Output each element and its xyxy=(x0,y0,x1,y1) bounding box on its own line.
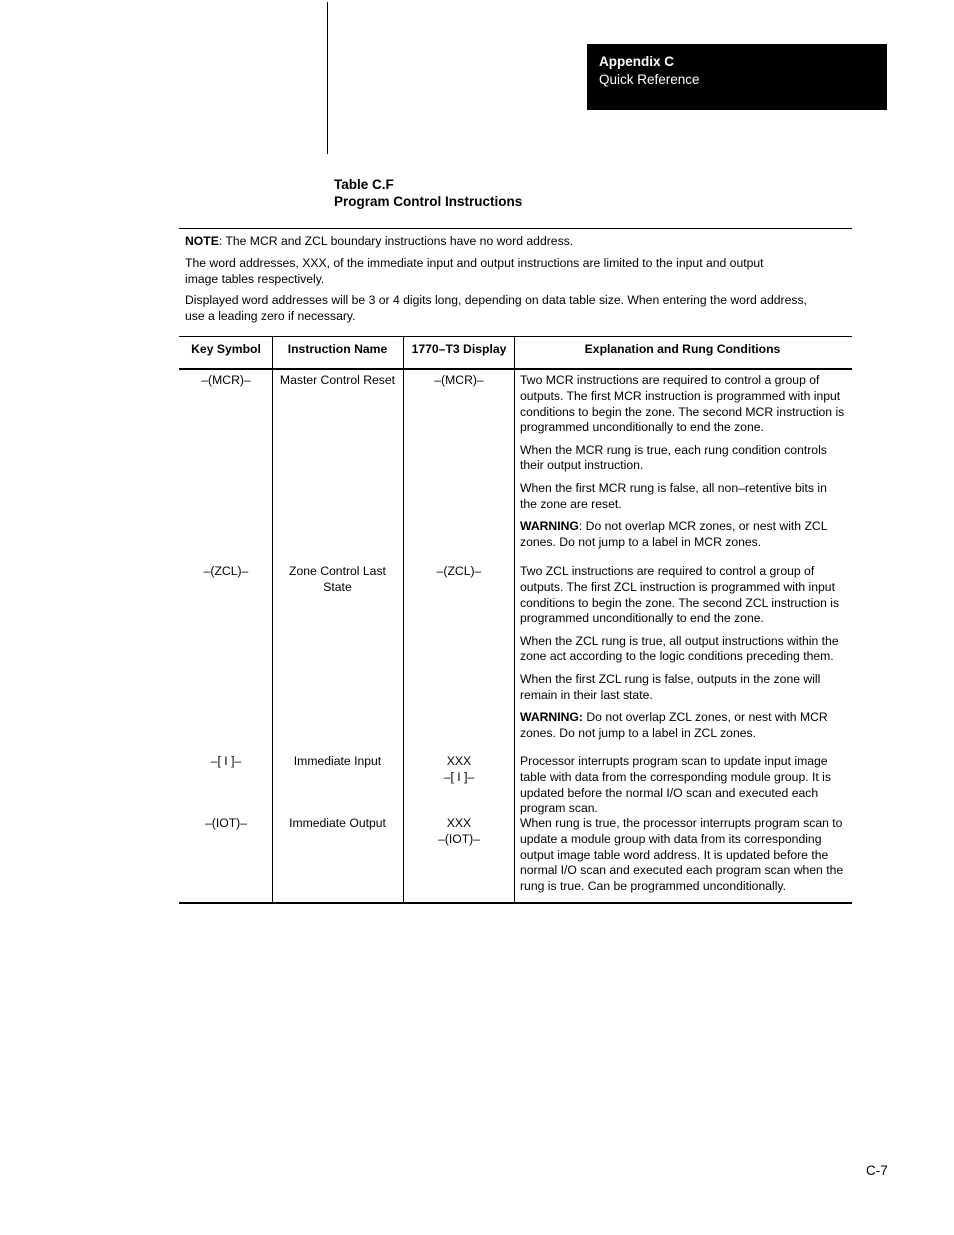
header-explanation: Explanation and Rung Conditions xyxy=(584,342,781,356)
row-immediate-input-name: Immediate Input xyxy=(293,754,382,768)
header-bottom-rule xyxy=(179,368,852,370)
explanation-paragraph: When the ZCL rung is true, all output instructions within the zone act according to the logic conditions preceding them. xyxy=(520,633,839,664)
header-key-symbol: Key Symbol xyxy=(191,342,261,356)
explanation-paragraph: When rung is true, the processor interrupts program scan to update a module group with data from its corresponding output image table word address. It is updated before the normal I/O scan and executed each program scan when the rung is true. Can be programmed unconditionally. xyxy=(520,816,844,894)
explanation-paragraph: When the MCR rung is true, each rung condition controls their output instruction. xyxy=(520,442,827,473)
warning-text: Do not overlap ZCL zones, or nest with MCR zones. Do not jump to a label in ZCL zones. xyxy=(520,709,828,740)
note-paragraph xyxy=(185,234,825,250)
warning-text: : Do not overlap MCR zones, or nest with ZCL zones. Do not jump to a label in MCR zones. xyxy=(520,518,828,549)
row-mcr-display: –(MCR)– xyxy=(434,373,484,387)
warning-paragraph xyxy=(520,519,845,551)
table-caption xyxy=(334,176,522,210)
warning-label: WARNING xyxy=(520,518,579,533)
row-immediate-input-key: –[ I ]– xyxy=(210,754,242,768)
table-bottom-rule xyxy=(179,902,852,904)
row-mcr-explanation xyxy=(520,373,845,557)
appendix-section: Quick Reference xyxy=(599,72,700,87)
header-display: 1770–T3 Display xyxy=(411,342,507,356)
explanation-paragraph: Two ZCL instructions are required to control a group of outputs. The first ZCL instruction is programmed with input conditions to begin the zone. The second ZCL instruction is programmed unconditionally to end the zone. xyxy=(520,564,840,626)
row-immediate-input-explanation xyxy=(520,754,845,824)
row-zcl-name: Zone Control Last State xyxy=(289,564,386,594)
column-divider xyxy=(514,337,515,903)
column-divider xyxy=(403,337,404,903)
row-zcl-explanation xyxy=(520,564,845,748)
appendix-title: Appendix C xyxy=(599,54,675,69)
display-address: XXX xyxy=(446,816,472,830)
word-address-note: The word addresses, XXX, of the immediate input and output instructions are limited to the input and output image tables respectively. xyxy=(185,255,764,286)
row-immediate-output-name: Immediate Output xyxy=(289,816,386,830)
row-immediate-input-display xyxy=(405,754,513,786)
table-notes xyxy=(185,234,825,331)
row-mcr-key: –(MCR)– xyxy=(201,373,251,387)
leading-zero-note: Displayed word addresses will be 3 or 4 digits long, depending on data table size. When entering the word address, use a leading zero if necessary. xyxy=(185,293,807,324)
explanation-paragraph: Processor interrupts program scan to update input image table with data from the corresponding module group. It is updated before the normal I/O scan and executed each program scan. xyxy=(520,754,831,816)
row-immediate-output-display xyxy=(405,816,513,848)
display-symbol: –(IOT)– xyxy=(438,831,480,846)
header-top-rule xyxy=(179,336,852,337)
warning-paragraph xyxy=(520,710,845,742)
warning-label: WARNING: xyxy=(520,709,583,724)
explanation-paragraph: Two MCR instructions are required to control a group of outputs. The first MCR instruction is programmed with input conditions to begin the zone. The second MCR instruction is programmed unconditionally to end the zone. xyxy=(520,373,845,435)
row-immediate-output-key: –(IOT)– xyxy=(205,816,247,830)
row-zcl-key: –(ZCL)– xyxy=(203,564,249,578)
table-id: Table C.F xyxy=(334,177,394,192)
margin-vertical-rule xyxy=(327,2,328,154)
display-symbol: –[ I ]– xyxy=(443,769,475,784)
explanation-paragraph: When the first MCR rung is false, all non–retentive bits in the zone are reset. xyxy=(520,480,827,511)
page-number: C-7 xyxy=(866,1163,888,1178)
row-mcr-name: Master Control Reset xyxy=(279,373,396,387)
display-address: XXX xyxy=(446,754,472,768)
note-label: NOTE xyxy=(185,234,219,248)
row-zcl-display: –(ZCL)– xyxy=(436,564,482,578)
appendix-header-box xyxy=(587,44,887,110)
top-rule xyxy=(179,228,852,229)
row-immediate-output-explanation xyxy=(520,816,845,901)
note-text: : The MCR and ZCL boundary instructions have no word address. xyxy=(218,234,574,248)
header-instruction-name: Instruction Name xyxy=(287,342,388,356)
table-title: Program Control Instructions xyxy=(334,194,523,209)
column-divider xyxy=(272,337,273,903)
explanation-paragraph: When the first ZCL rung is false, outputs in the zone will remain in their last state. xyxy=(520,671,821,702)
